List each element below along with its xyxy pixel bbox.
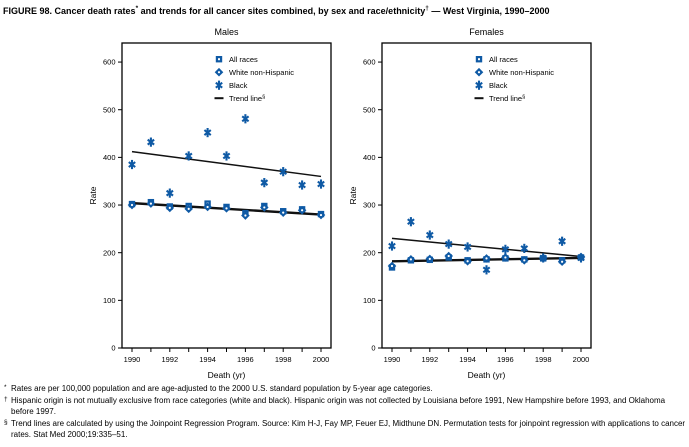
svg-text:600: 600 bbox=[362, 57, 376, 67]
svg-text:300: 300 bbox=[362, 200, 376, 210]
svg-text:2000: 2000 bbox=[572, 355, 590, 364]
svg-text:Males: Males bbox=[214, 27, 239, 37]
figure-title-text: — West Virginia, 1990–2000 bbox=[428, 6, 550, 16]
footnote-rates bbox=[3, 383, 686, 395]
svg-text:600: 600 bbox=[102, 57, 116, 67]
svg-text:100: 100 bbox=[362, 295, 376, 305]
svg-text:200: 200 bbox=[362, 248, 376, 258]
figure-title-text: and trends for all cancer sites combined, by sex and race/ethnicity bbox=[138, 6, 426, 16]
footnote-marker: † bbox=[4, 395, 8, 403]
figure-title-text: FIGURE 98. Cancer death rates bbox=[3, 6, 136, 16]
svg-text:1998: 1998 bbox=[534, 355, 552, 364]
svg-text:0: 0 bbox=[371, 343, 376, 353]
svg-text:White non-Hispanic: White non-Hispanic bbox=[489, 68, 555, 77]
figure-title bbox=[3, 2, 687, 18]
males-chart bbox=[85, 24, 347, 386]
svg-text:Death (yr): Death (yr) bbox=[207, 370, 246, 380]
footnote-text: Trend lines are calculated by using the Joinpoint Regression Program. Source: Kim H-J, Fay MP, Feuer EJ, Midthune DN. Permutation tests for joinpoint regression with applications to cancer rates. Stat Med 2000;19:335–51. bbox=[11, 418, 686, 439]
svg-text:1998: 1998 bbox=[274, 355, 292, 364]
footnotes bbox=[3, 383, 686, 441]
footnote-text: Hispanic origin is not mutually exclusive from race categories (white and black). Hispanic origin was not collected by Louisiana before 1991, New Hampshire before 1993, and Oklahoma before 1997. bbox=[11, 395, 666, 416]
footnote-trend-lines bbox=[3, 418, 686, 441]
svg-text:Trend line§: Trend line§ bbox=[229, 94, 266, 103]
svg-text:300: 300 bbox=[102, 200, 116, 210]
svg-text:1990: 1990 bbox=[123, 355, 141, 364]
svg-text:All races: All races bbox=[489, 55, 518, 64]
dagger-superscript: † bbox=[425, 5, 429, 12]
svg-text:400: 400 bbox=[362, 152, 376, 162]
svg-text:0: 0 bbox=[111, 343, 116, 353]
svg-text:All races: All races bbox=[229, 55, 258, 64]
svg-text:Rate: Rate bbox=[88, 186, 98, 205]
svg-text:White non-Hispanic: White non-Hispanic bbox=[229, 68, 295, 77]
svg-text:2000: 2000 bbox=[312, 355, 330, 364]
svg-text:400: 400 bbox=[102, 152, 116, 162]
svg-text:1992: 1992 bbox=[421, 355, 439, 364]
svg-text:500: 500 bbox=[362, 105, 376, 115]
females-chart bbox=[345, 24, 607, 386]
svg-text:Females: Females bbox=[469, 27, 504, 37]
footnote-hispanic-origin bbox=[3, 395, 686, 418]
svg-text:100: 100 bbox=[102, 295, 116, 305]
svg-text:1994: 1994 bbox=[199, 355, 216, 364]
svg-text:Black: Black bbox=[489, 81, 508, 90]
svg-text:1994: 1994 bbox=[459, 355, 476, 364]
svg-text:Death (yr): Death (yr) bbox=[467, 370, 506, 380]
svg-text:Black: Black bbox=[229, 81, 248, 90]
footnote-marker: § bbox=[4, 418, 8, 426]
svg-text:200: 200 bbox=[102, 248, 116, 258]
svg-text:1990: 1990 bbox=[383, 355, 401, 364]
svg-text:Rate: Rate bbox=[348, 186, 358, 205]
svg-text:1992: 1992 bbox=[161, 355, 179, 364]
footnote-marker: * bbox=[4, 384, 7, 391]
asterisk-superscript: * bbox=[135, 5, 139, 12]
svg-text:Trend line§: Trend line§ bbox=[489, 94, 526, 103]
svg-text:1996: 1996 bbox=[237, 355, 254, 364]
svg-text:1996: 1996 bbox=[497, 355, 514, 364]
footnote-text: Rates are per 100,000 population and are age-adjusted to the 2000 U.S. standard population by 5-year age categories. bbox=[11, 384, 433, 393]
svg-text:500: 500 bbox=[102, 105, 116, 115]
